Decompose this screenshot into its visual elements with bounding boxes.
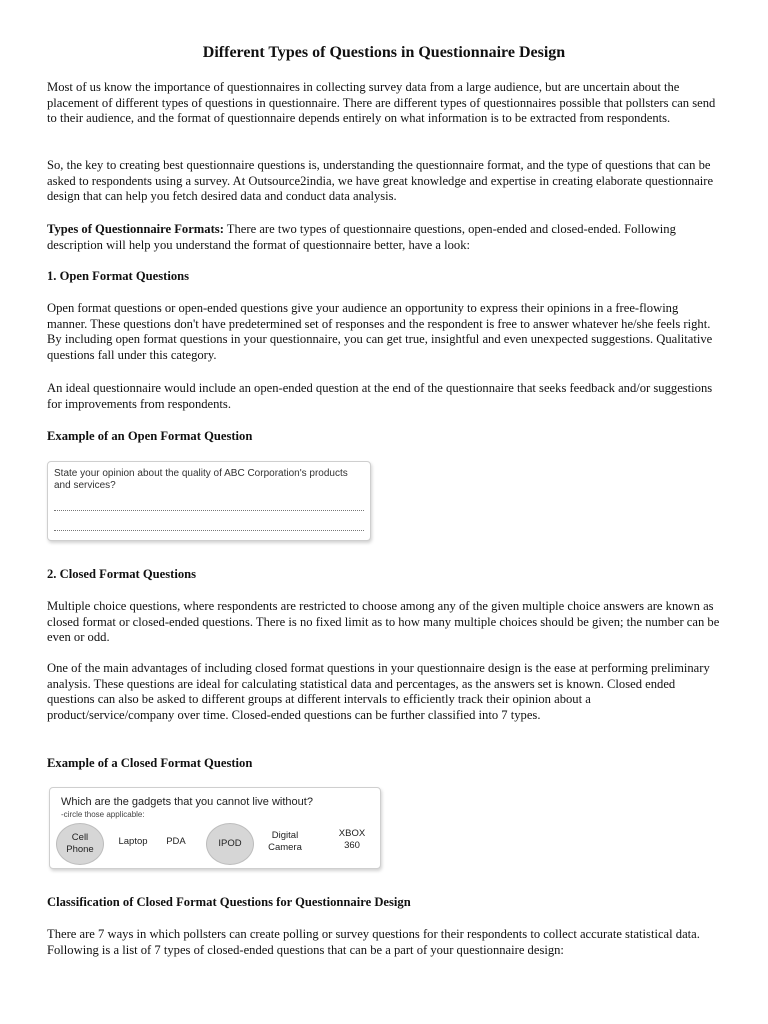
closed-format-paragraph-2: One of the main advantages of including closed format questions in your questionnaire design is the ease at performing preliminary analysis. These questions are ideal for calculating statistical data and percentages, as the answers set is known. Closed ended questions can also be asked to different groups at different intervals to efficiently track their opinion about a product/service/company over time. Closed-ended questions can be further classified into 7 types.	[47, 661, 710, 722]
answer-line	[54, 530, 364, 531]
formats-label: Types of Questionnaire Formats:	[47, 222, 224, 236]
intro-paragraph-2: So, the key to creating best questionnaire questions is, understanding the questionnaire format, and the type of questions that can be asked to respondents using a survey. At Outsource2india, we have great knowledge and expertise in creating elaborate questionnaire design that can help you fetch desired data and conduct data analysis.	[47, 158, 714, 204]
option-digital-camera: Digital Camera	[268, 830, 302, 853]
closed-example-instruction: -circle those applicable:	[61, 810, 145, 819]
page-title: Different Types of Questions in Questionnaire Design	[202, 44, 566, 61]
formats-paragraph	[47, 222, 721, 253]
option-cell-phone: Cell Phone	[56, 823, 104, 865]
formats-text: There are two types of questionnaire questions, open-ended and closed-ended. Following description will help you understand the format of questionnaire better, have a look:	[47, 222, 676, 252]
option-xbox-360: XBOX 360	[338, 828, 366, 851]
classification-heading: Classification of Closed Format Questions for Questionnaire Design	[47, 895, 411, 909]
open-question-example	[47, 461, 371, 541]
closed-format-heading: 2. Closed Format Questions	[47, 567, 197, 581]
open-example-question: State your opinion about the quality of ABC Corporation's products and services?	[54, 468, 348, 491]
option-ipod: IPOD	[206, 823, 254, 865]
open-format-paragraph-2: An ideal questionnaire would include an open-ended question at the end of the questionnaire that seeks feedback and/or suggestions for improvements from respondents.	[47, 381, 713, 411]
open-format-paragraph-1: Open format questions or open-ended questions give your audience an opportunity to express their opinions in a free-flowing manner. These questions don't have predetermined set of responses and the respondent is free to answer whatever he/she feels right. By including open format questions in your questionnaire, you can get true, insightful and even unexpected suggestions. Qualitative questions fall under this category.	[47, 301, 713, 362]
option-pda: PDA	[166, 836, 186, 847]
closed-question-example	[49, 787, 381, 869]
closed-format-paragraph-1: Multiple choice questions, where respondents are restricted to choose among any of the given multiple choice answers are known as closed format or closed-ended questions. There is no fixed limit as to how many multiple choices should be given; the number can be even or odd.	[47, 599, 720, 645]
open-format-heading: 1. Open Format Questions	[47, 269, 190, 283]
open-example-heading: Example of an Open Format Question	[47, 429, 253, 443]
option-laptop: Laptop	[118, 836, 148, 847]
intro-paragraph-1: Most of us know the importance of questionnaires in collecting survey data from a large audience, but are uncertain about the placement of different types of questions in questionnaire. There are different types of questionnaires possible that pollsters can send to their audience, and the format of questionnaire depends entirely on what information is to be extracted from respondents.	[47, 80, 716, 126]
closed-example-heading: Example of a Closed Format Question	[47, 756, 253, 770]
classification-paragraph: There are 7 ways in which pollsters can create polling or survey questions for their respondents to collect accurate statistical data. Following is a list of 7 types of closed-ended questions that can be a part of your questionnaire design:	[47, 927, 700, 957]
answer-line	[54, 510, 364, 511]
closed-example-question: Which are the gadgets that you cannot live without?	[61, 796, 313, 808]
